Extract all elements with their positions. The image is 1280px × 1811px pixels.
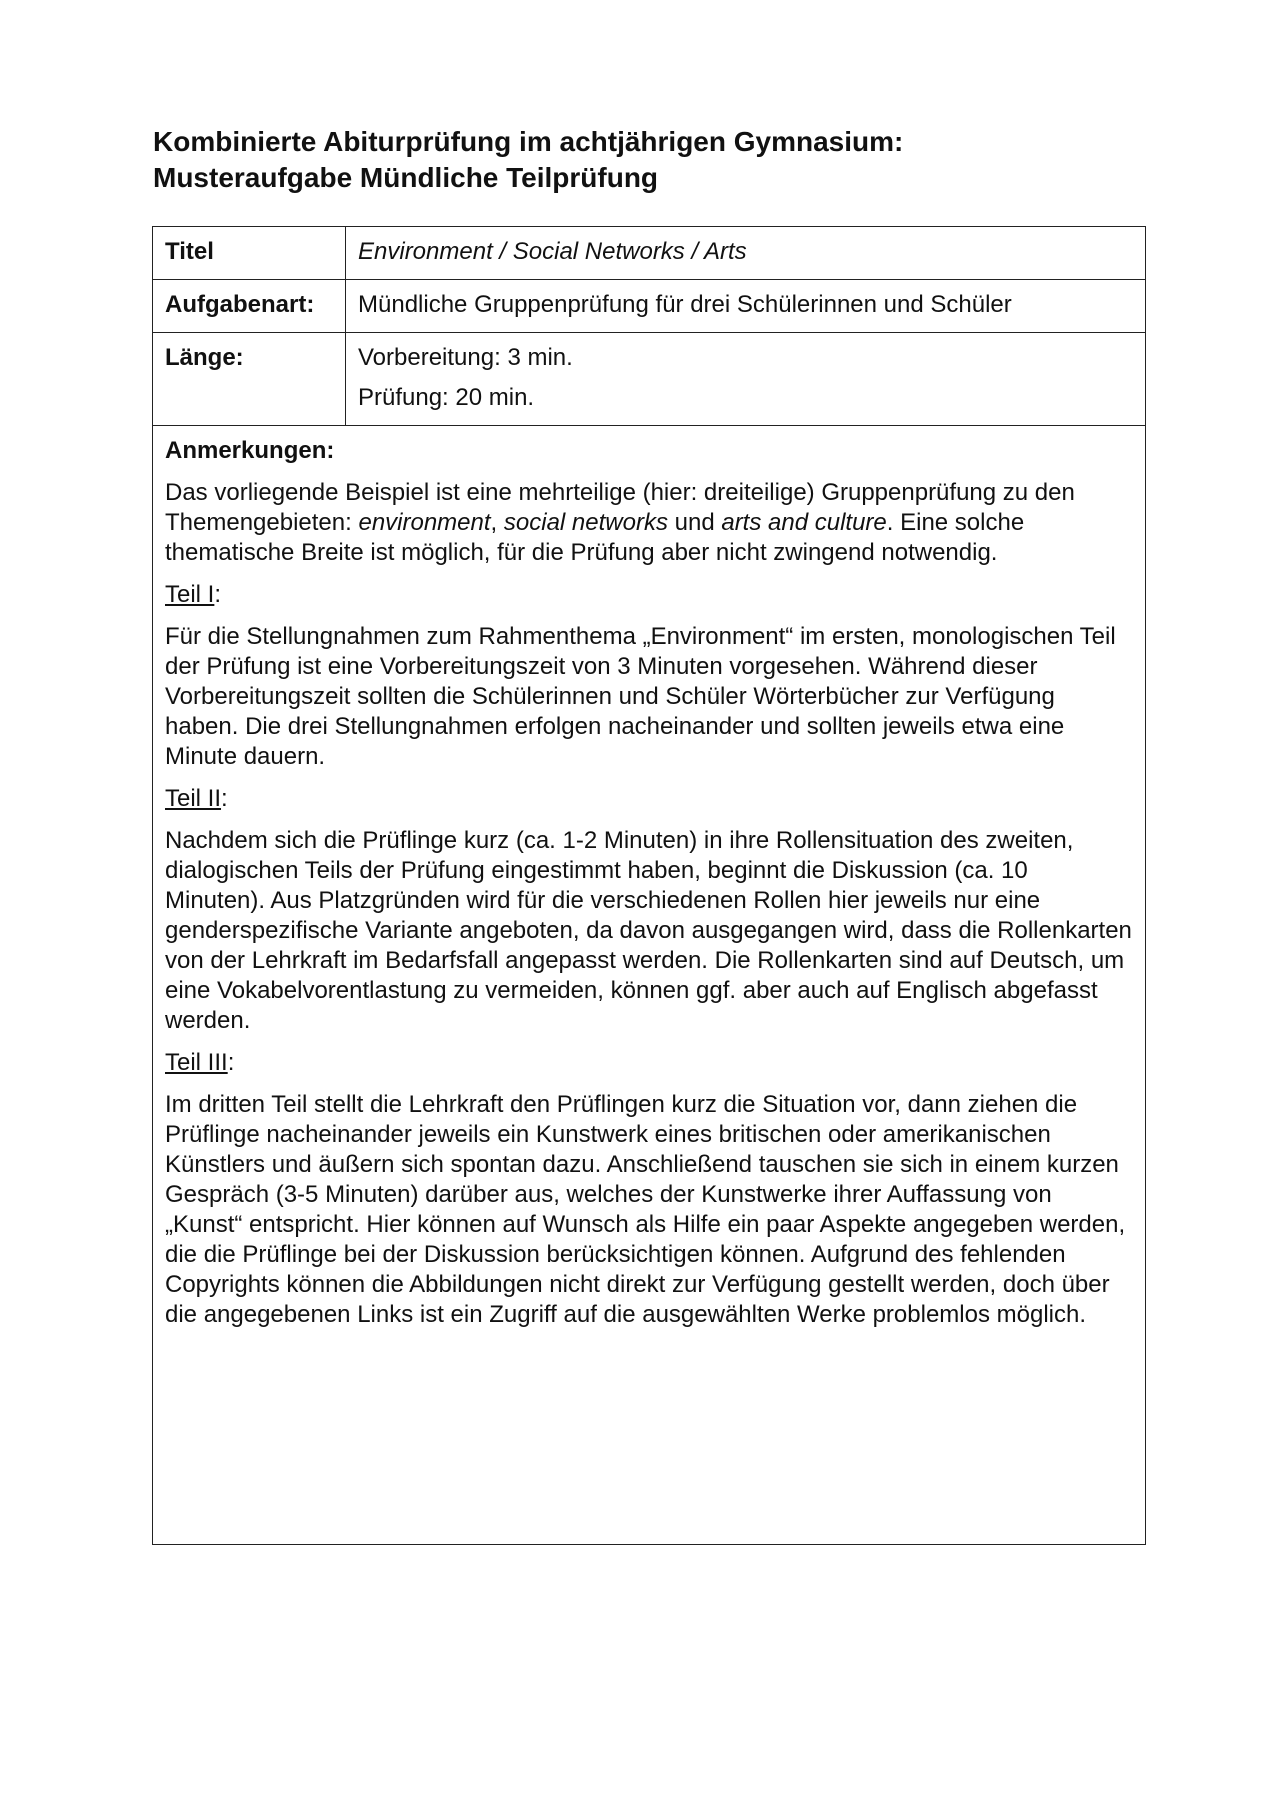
- laenge-vorbereitung: Vorbereitung: 3 min.: [358, 344, 573, 371]
- intro-topic-environment: environment: [358, 509, 491, 536]
- teil-1-heading: [165, 580, 1133, 610]
- teil-3-colon: :: [227, 1049, 235, 1076]
- teil-1-text: Für die Stellungnahmen zum Rahmenthema „Environment“ im ersten, monologischen Teil der Prüfung ist eine Vorbereitungszeit von 3 Minuten vorgesehen. Während dieser Vorbereitungszeit sollten die Schülerinnen und Schüler Wörterbücher zur Verfügung haben. Die drei Stellungnahmen erfolgen nacheinander und sollten jeweils etwa eine Minute dauern.: [165, 623, 1116, 770]
- teil-2-label: Teil II: [165, 785, 222, 812]
- intro-text-2: ,: [490, 509, 504, 536]
- page-title: [153, 124, 1153, 196]
- teil-2-text: Nachdem sich die Prüflinge kurz (ca. 1-2 Minuten) in ihre Rollensituation des zweiten, dialogischen Teils der Prüfung eingestimmt haben, beginnt die Diskussion (ca. 10 Minuten). Aus Platzgründen wird für die verschiedenen Rollen hier jeweils nur eine genderspezifische Variante angeboten, da davon ausgegangen wird, dass die Rollenkarten von der Lehrkraft im Bedarfsfall angepasst werden. Die Rollenkarten sind auf Deutsch, um eine Vokabelvorentlastung zu vermeiden, können ggf. aber auch auf Englisch abgefasst werden.: [165, 827, 1132, 1034]
- value-laenge: [346, 333, 1146, 426]
- label-titel: Titel: [153, 227, 346, 280]
- teil-1-colon: :: [214, 581, 222, 608]
- value-titel: [346, 227, 1146, 280]
- teil-1-label: Teil I: [165, 581, 215, 608]
- intro-topic-social-networks: social networks: [503, 509, 668, 536]
- page-title-line-2: Musteraufgabe Mündliche Teilprüfung: [153, 162, 659, 193]
- anmerkungen-heading: Anmerkungen:: [165, 437, 335, 464]
- titel-part-social-networks: Social Networks: [512, 238, 685, 265]
- teil-3-text: Im dritten Teil stellt die Lehrkraft den Prüflingen kurz die Situation vor, dann ziehen die Prüflinge nacheinander jeweils ein Kunstwerk eines britischen oder amerikanischen Künstlers und äußern sich spontan dazu. Anschließend tauschen sie sich in einem kurzen Gespräch (3-5 Minuten) darüber aus, welches der Kunstwerke ihrer Auffassung von „Kunst“ entspricht. Hier können auf Wunsch als Hilfe ein paar Aspekte angegeben werden, die die Prüflinge bei der Diskussion berücksichtigen können. Aufgrund des fehlenden Copyrights können die Abbildungen nicht direkt zur Verfügung gestellt werden, doch über die angegebenen Links ist ein Zugriff auf die ausgewählten Werke problemlos möglich.: [165, 1091, 1126, 1328]
- row-aufgabenart: [153, 280, 1146, 333]
- titel-part-environment: Environment: [358, 238, 493, 265]
- row-anmerkungen: [153, 426, 1146, 1545]
- intro-text-4: . Eine solche thematische Breite ist möglich, für die Prüfung aber nicht zwingend notwendig.: [165, 509, 1025, 566]
- teil-2-heading: [165, 784, 1133, 814]
- label-laenge: Länge:: [153, 333, 346, 426]
- intro-text-3: und: [667, 509, 722, 536]
- intro-paragraph: [165, 478, 1133, 568]
- value-aufgabenart: Mündliche Gruppenprüfung für drei Schülerinnen und Schüler: [346, 280, 1146, 333]
- titel-separator: /: [684, 238, 704, 265]
- laenge-pruefung: Prüfung: 20 min.: [358, 384, 535, 411]
- row-titel: [153, 227, 1146, 280]
- teil-2-colon: :: [221, 785, 228, 812]
- teil-3-label: Teil III: [165, 1049, 228, 1076]
- teil-3-heading: [165, 1048, 1133, 1078]
- anmerkungen-cell: [153, 426, 1146, 1545]
- label-aufgabenart: Aufgabenart:: [153, 280, 346, 333]
- titel-part-arts: Arts: [703, 238, 747, 265]
- intro-topic-arts: arts and culture: [721, 509, 887, 536]
- row-laenge: [153, 333, 1146, 426]
- exam-info-table: [152, 226, 1146, 1545]
- intro-text-1: Das vorliegende Beispiel ist eine mehrteilige (hier: dreiteilige) Gruppenprüfung zu den Themengebieten:: [165, 479, 1075, 536]
- page-title-line-1: Kombinierte Abiturprüfung im achtjährigen Gymnasium:: [153, 126, 904, 157]
- titel-separator: /: [492, 238, 513, 265]
